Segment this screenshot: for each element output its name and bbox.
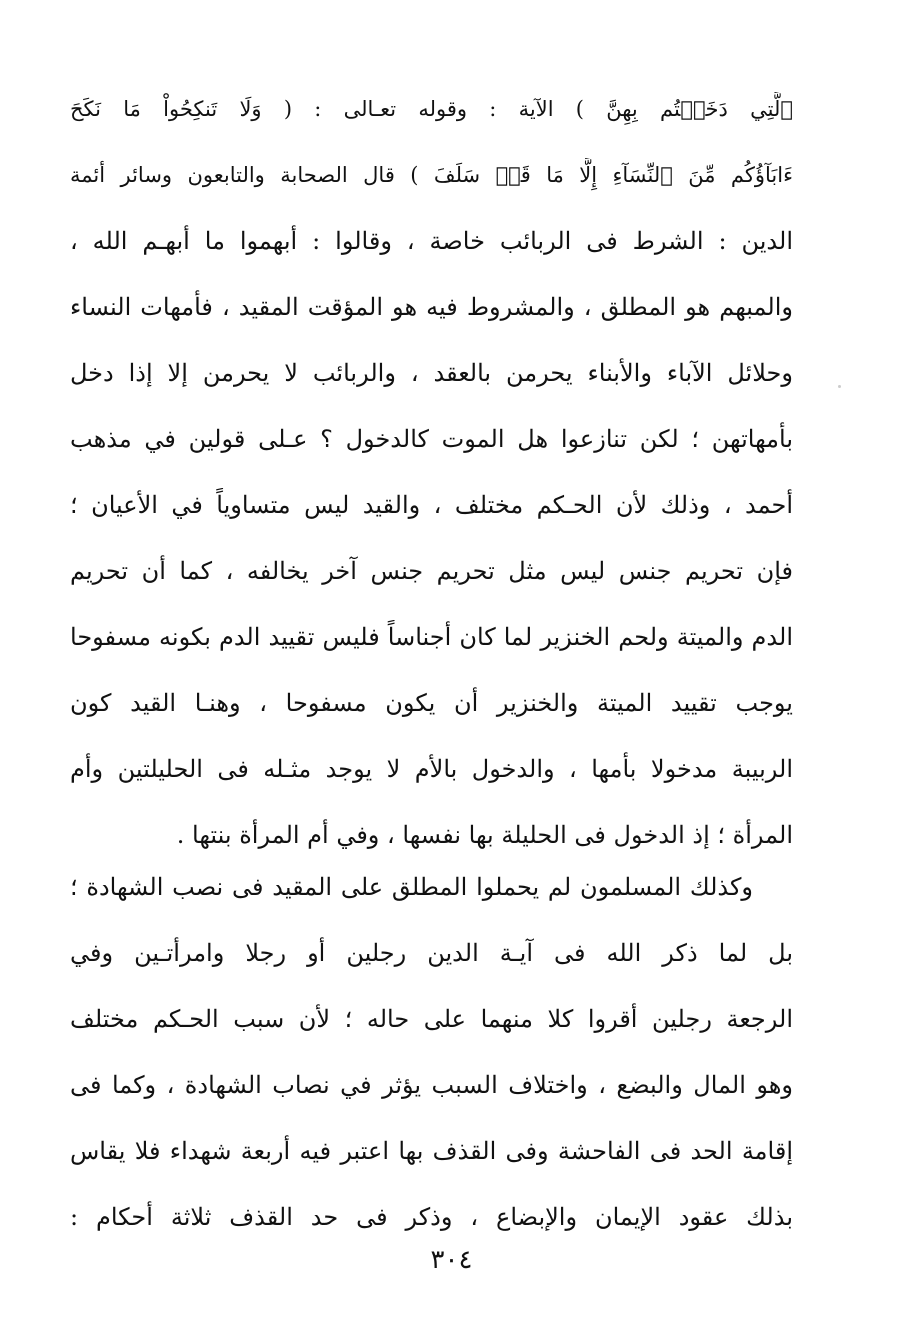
paragraph-1 [70,92,793,884]
text-line: الدين : الشرط فى الربائب خاصة ، وقالوا : أبهموا ما أبهـم الله ، [70,227,793,255]
text-line: الرجعة رجلين أقروا كلا منهما على حاله ؛ لأن سبب الحـكم مختلف [70,1005,793,1033]
text-line: المرأة ؛ إذ الدخول فى الحليلة بها نفسها ، وفي أم المرأة بنتها . [176,821,793,849]
text-line: بأمهاتهن ؛ لكن تنازعوا هل الموت كالدخول ؟ عـلى قولين في مذهب [70,425,793,453]
text-line: الربيبة مدخولا بأمها ، والدخول بالأم لا يوجد مثـله فى الحليلتين وأم [70,755,793,783]
text-line: الدم والميتة ولحم الخنزير لما كان أجناساً فليس تقييد الدم بكونه مسفوحا [70,623,793,651]
margin-mark [838,385,841,388]
text-line: إقامة الحد فى الفاحشة وفى القذف بها اعتبر فيه أربعة شهداء فلا يقاس [70,1137,793,1165]
text-line: بل لما ذكر الله فى آيـة الدين رجلين أو رجلا وامرأتـين وفي [70,939,793,967]
text-line: يوجب تقييد الميتة والخنزير أن يكون مسفوحا ، وهنـا القيد كون [70,689,793,717]
text-line: والمبهم هو المطلق ، والمشروط فيه هو المؤقت المقيد ، فأمهات النساء [70,293,793,321]
text-line: بذلك عقود الإيمان والإبضاع ، وذكر فى حد القذف ثلاثة أحكام : [70,1203,793,1231]
text-line: ٱلَّتِي دَخَلۡتُم بِهِنَّ ) الآية : وقوله تعـالى : ( وَلَا تَنكِحُواْ مَا نَكَحَ [70,97,793,121]
text-line: أحمد ، وذلك لأن الحـكم مختلف ، والقيد ليس متساوياً في الأعيان ؛ [70,491,793,519]
text-line: وهو المال والبضع ، واختلاف السبب يؤثر في نصاب الشهادة ، وكما فى [70,1071,793,1099]
text-line: فإن تحريم جنس ليس مثل تحريم جنس آخر يخالفه ، كما أن تحريم [70,557,793,585]
paragraph-2 [70,870,793,1266]
text-line: ءَابَآؤُكُم مِّنَ ٱلنِّسَآءِ إِلَّا مَا قَدۡ سَلَفَ ) قال الصحابة والتابعون وسائر أئمة [70,163,793,187]
page-number: ٣٠٤ [430,1245,473,1275]
text-line: وكذلك المسلمون لم يحملوا المطلق على المقيد فى نصب الشهادة ؛ [70,873,753,901]
text-line: وحلائل الآباء والأبناء يحرمن بالعقد ، والربائب لا يحرمن إلا إذا دخل [70,359,793,387]
